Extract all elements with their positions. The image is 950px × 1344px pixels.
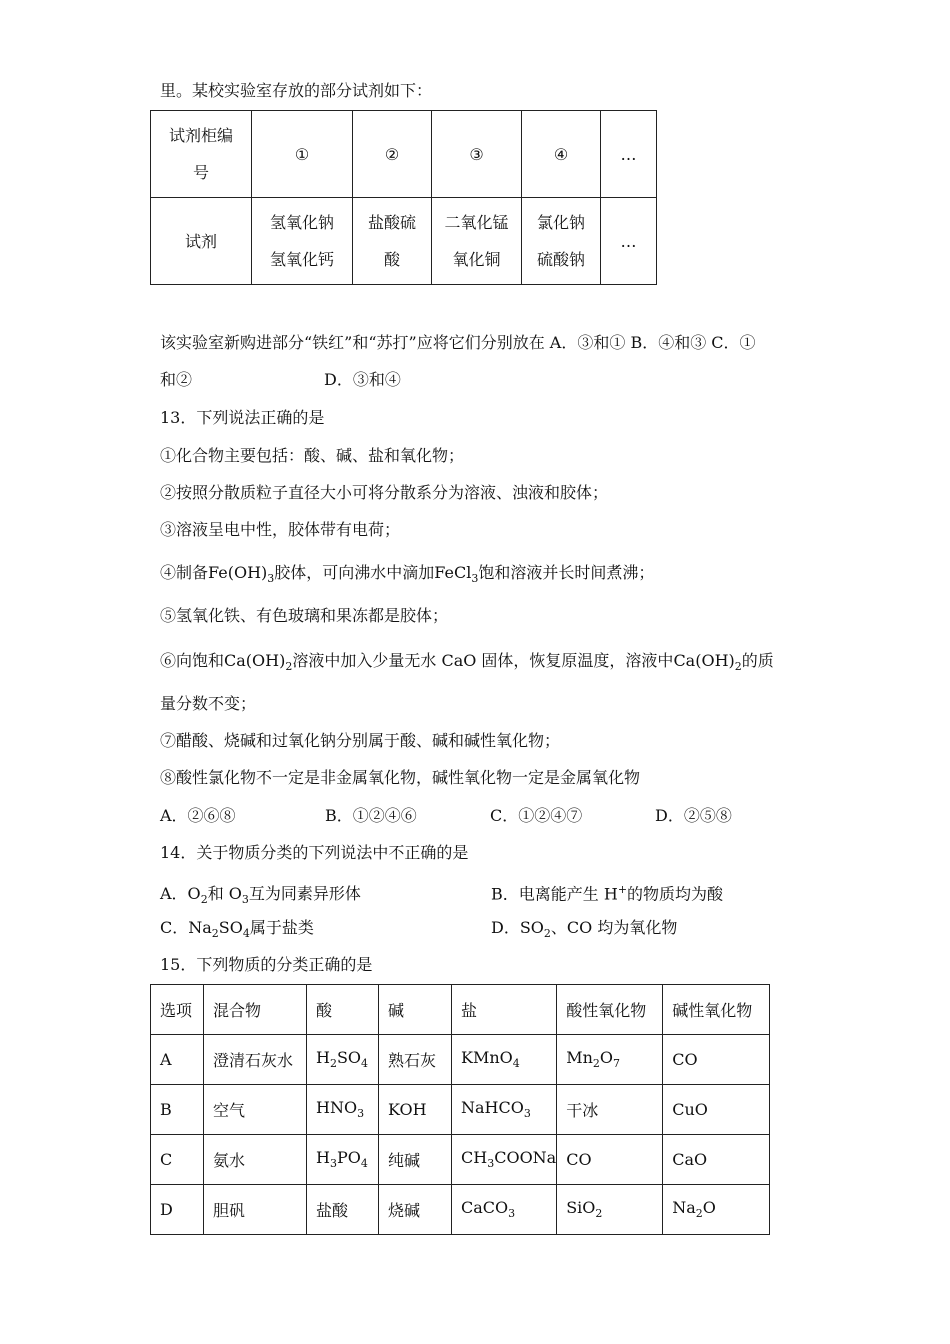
q13-statement-5: ⑤氢氧化铁、有色玻璃和果冻都是胶体； (160, 606, 449, 625)
subscript: 3 (471, 572, 479, 586)
text: CH (461, 1148, 488, 1168)
reagent-cabinet-table (150, 110, 657, 285)
option-cell: A (151, 1035, 204, 1085)
option-cell: D (151, 1185, 204, 1235)
table-row (151, 985, 770, 1035)
q14-option-c[interactable] (160, 917, 491, 945)
q13-option-a[interactable]: A．②⑥⑧ (160, 806, 236, 825)
option-cell: C (151, 1135, 204, 1185)
acid-cell: 盐酸 (307, 1185, 379, 1235)
text: COONa (494, 1148, 557, 1168)
q13-option-b[interactable]: B．①②④⑥ (325, 806, 417, 825)
reagent-line: 盐酸硫 (367, 213, 416, 232)
text: O (702, 1198, 716, 1218)
text: 属于盐类 (249, 918, 314, 937)
header-cell: 酸 (307, 985, 379, 1035)
text: ④制备 (160, 563, 209, 582)
header-cell: 混合物 (204, 985, 307, 1035)
text: 的质 (741, 651, 774, 670)
table-row (151, 1185, 770, 1235)
q12-text: 该实验室新购进部分“铁红”和“苏打”应将它们分别放在 A．③和① B．④和③ C．① (160, 333, 756, 352)
base-cell: KOH (379, 1085, 452, 1135)
base-cell: 烧碱 (379, 1185, 452, 1235)
q13-options (160, 805, 732, 827)
text: 溶液中加入少量无水 CaO 固体，恢复原温度，溶液中 (292, 651, 674, 670)
salt-cell (452, 1035, 557, 1085)
acid-cell (307, 1135, 379, 1185)
salt-cell (452, 1185, 557, 1235)
mixture-cell: 空气 (204, 1085, 307, 1135)
subscript: 2 (211, 927, 219, 941)
text: Mn (566, 1048, 593, 1068)
mixture-cell: 氨水 (204, 1135, 307, 1185)
salt-cell (452, 1085, 557, 1135)
reagent-line: 硫酸钠 (536, 250, 585, 269)
text: B．电离能产生 H (491, 884, 618, 904)
acidic-oxide-cell: 干冰 (557, 1085, 663, 1135)
table-row (151, 111, 657, 198)
formula: Ca(OH) (673, 651, 735, 670)
text: D．SO (491, 918, 544, 937)
text: Na (672, 1198, 696, 1218)
reagent-cell-2 (353, 198, 432, 285)
q13-statement-3: ③溶液呈电中性，胶体带有电荷； (160, 520, 401, 539)
table-row (151, 1035, 770, 1085)
cabinet-4: ④ (522, 111, 601, 198)
cabinet-3: ③ (432, 111, 522, 198)
classification-table (150, 984, 770, 1235)
base-cell: 纯碱 (379, 1135, 452, 1185)
text: 和 O (207, 884, 242, 904)
reagent-line: 酸 (383, 250, 400, 269)
reagent-line: 氢氧化钠 (269, 213, 334, 232)
text: 饱和溶液并长时间煮沸； (478, 563, 655, 582)
q15-title: 15．下列物质的分类正确的是 (160, 955, 373, 974)
text: PO (336, 1148, 361, 1168)
subscript: 4 (360, 1157, 368, 1171)
subscript: 3 (329, 1157, 337, 1171)
reagent-cell-4 (522, 198, 601, 285)
row-label: 试剂 (151, 198, 252, 285)
header-label-cell (151, 111, 252, 198)
q12-option-c-tail: 和② (160, 370, 193, 389)
text: 、CO 均为氧化物 (550, 918, 678, 937)
text: HNO (316, 1098, 358, 1118)
mixture-cell: 胆矾 (204, 1185, 307, 1235)
basic-oxide-cell: CO (663, 1035, 770, 1085)
superscript: + (617, 883, 628, 896)
subscript: 2 (734, 660, 742, 674)
q13-statement-6-cont: 量分数不变； (160, 694, 257, 713)
reagent-line: 氯化钠 (536, 213, 585, 232)
acidic-oxide-cell (557, 1185, 663, 1235)
cabinet-2: ② (353, 111, 432, 198)
formula: Ca(OH) (224, 651, 286, 670)
subscript: 7 (613, 1057, 621, 1071)
subscript: 4 (242, 927, 250, 941)
subscript: 4 (361, 1057, 369, 1071)
table-row (151, 1085, 770, 1135)
q14-option-a[interactable] (160, 883, 491, 911)
q14-options-row2 (160, 917, 677, 945)
q14-option-d[interactable] (491, 917, 677, 945)
text: ⑥向饱和 (160, 651, 225, 670)
acid-cell (307, 1035, 379, 1085)
header-cell: 选项 (151, 985, 204, 1035)
header-cell: 碱 (379, 985, 452, 1035)
q13-statement-8: ⑧酸性氯化物不一定是非金属氧化物，碱性氧化物一定是金属氧化物 (160, 768, 641, 787)
subscript: 2 (595, 1207, 603, 1221)
header-cell: 盐 (452, 985, 557, 1035)
basic-oxide-cell: CaO (663, 1135, 770, 1185)
text: SO (336, 1048, 362, 1068)
text: NaHCO (461, 1098, 524, 1118)
subscript: 2 (200, 893, 208, 907)
text: 的物质均为酸 (627, 884, 724, 904)
text: C．Na (160, 918, 212, 937)
header-cell: 碱性氧化物 (663, 985, 770, 1035)
q13-statement-7: ⑦醋酸、烧碱和过氧化钠分别属于酸、碱和碱性氧化物； (160, 731, 561, 750)
subscript: 3 (523, 1107, 531, 1121)
option-cell: B (151, 1085, 204, 1135)
q12-text-line2 (160, 369, 401, 391)
text: SiO (566, 1198, 596, 1218)
q13-title: 13．下列说法正确的是 (160, 408, 325, 427)
cabinet-1: ① (252, 111, 353, 198)
reagent-cell-more: … (601, 198, 657, 285)
text: CaCO (461, 1198, 509, 1218)
mixture-cell: 澄清石灰水 (204, 1035, 307, 1085)
base-cell: 熟石灰 (379, 1035, 452, 1085)
subscript: 2 (285, 660, 293, 674)
q14-title: 14．关于物质分类的下列说法中不正确的是 (160, 843, 469, 862)
formula: FeCl (434, 563, 472, 582)
reagent-line: 氧化铜 (452, 250, 501, 269)
text: KMnO (461, 1048, 513, 1068)
q13-option-c[interactable]: C．①②④⑦ (490, 806, 583, 825)
header-label-line1: 试剂柜编 (168, 126, 233, 145)
q12-option-d: D．③和④ (324, 370, 401, 389)
q14-options-row1 (160, 879, 723, 912)
intro-line: 里。某校实验室存放的部分试剂如下： (160, 81, 433, 100)
subscript: 3 (357, 1107, 365, 1121)
reagent-cell-1 (252, 198, 353, 285)
q14-option-b[interactable] (491, 879, 723, 905)
formula: Fe(OH) (208, 563, 268, 582)
reagent-cell-3 (432, 198, 522, 285)
text: 胶体，可向沸水中滴加 (274, 563, 435, 582)
text: 互为同素异形体 (248, 884, 361, 904)
subscript: 2 (695, 1207, 703, 1221)
text: A．O (160, 884, 201, 904)
cabinet-more: … (601, 111, 657, 198)
acidic-oxide-cell: CO (557, 1135, 663, 1185)
q13-statement-1: ①化合物主要包括：酸、碱、盐和氧化物； (160, 446, 465, 465)
subscript: 3 (267, 572, 275, 586)
subscript: 3 (508, 1207, 516, 1221)
basic-oxide-cell: CuO (663, 1085, 770, 1135)
reagent-line: 二氧化锰 (444, 213, 509, 232)
reagent-line: 氢氧化钙 (269, 250, 334, 269)
q13-statement-2: ②按照分散质粒子直径大小可将分散系分为溶液、浊液和胶体； (160, 483, 609, 502)
subscript: 3 (487, 1157, 495, 1171)
subscript: 4 (512, 1057, 520, 1071)
table-row (151, 198, 657, 285)
q13-statement-6 (160, 650, 774, 678)
header-label-line2: 号 (192, 163, 209, 182)
subscript: 2 (592, 1057, 600, 1071)
acid-cell (307, 1085, 379, 1135)
text: SO (218, 918, 243, 937)
header-cell: 酸性氧化物 (557, 985, 663, 1035)
salt-cell (452, 1135, 557, 1185)
q13-statement-4 (160, 562, 654, 590)
text: O (599, 1048, 614, 1068)
q13-option-d[interactable]: D．②⑤⑧ (655, 806, 732, 825)
subscript: 2 (543, 927, 551, 941)
basic-oxide-cell (663, 1185, 770, 1235)
subscript: 2 (329, 1057, 337, 1071)
text: H (316, 1148, 330, 1168)
acidic-oxide-cell (557, 1035, 663, 1085)
table-row (151, 1135, 770, 1185)
text: H (316, 1048, 330, 1068)
subscript: 3 (241, 893, 249, 907)
